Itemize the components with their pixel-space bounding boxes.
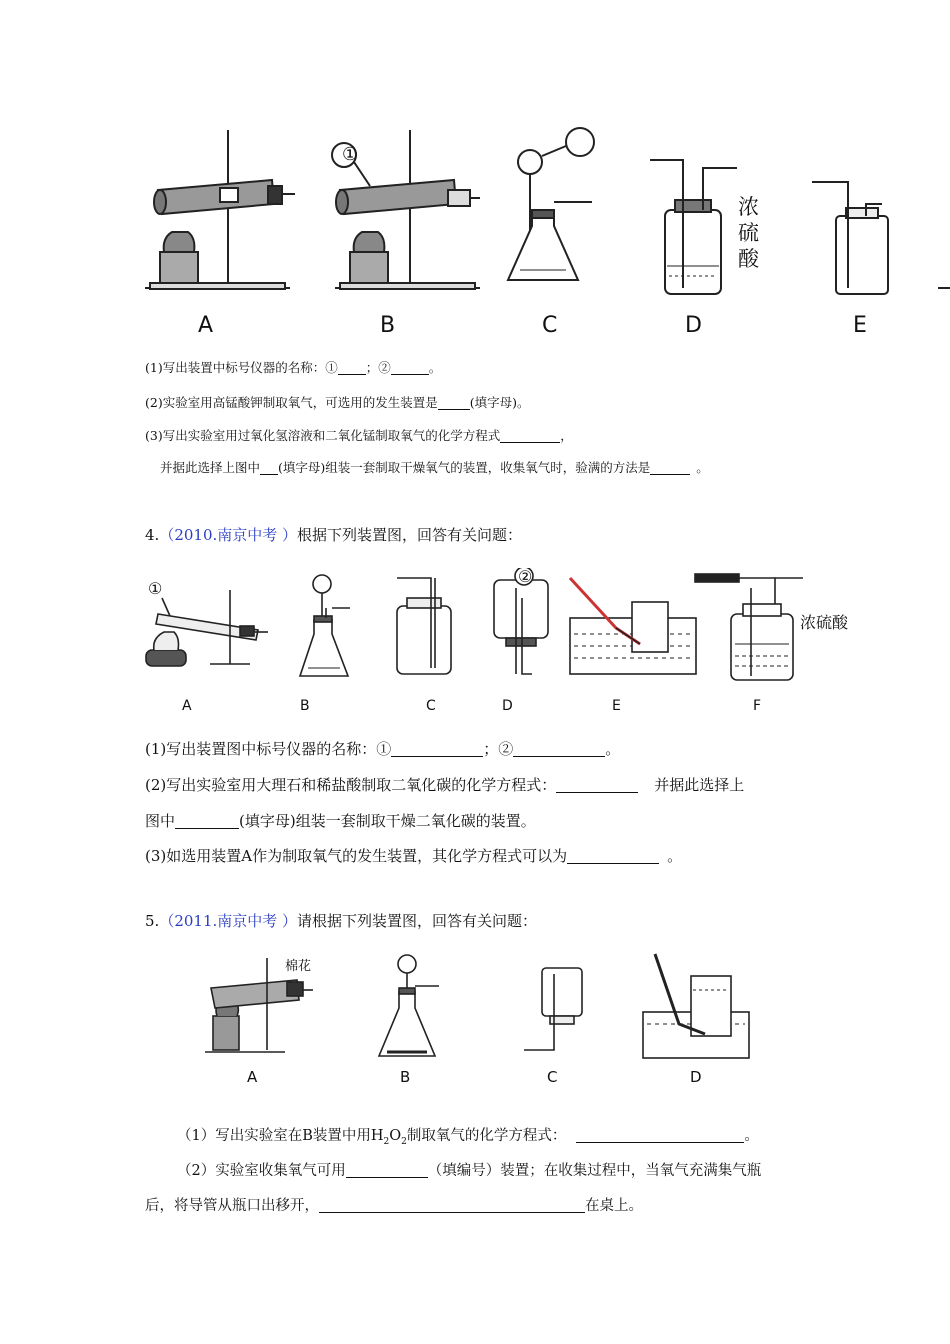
q3-part-4 <box>160 458 709 476</box>
q4-blank-2[interactable] <box>513 741 605 757</box>
q5-part-2 <box>177 1159 761 1180</box>
q4-p1-text-b: ；② <box>483 740 514 758</box>
q3-p1-text-b: ；② <box>365 360 391 375</box>
q5-number: 5. <box>145 912 160 930</box>
q5-part-3 <box>145 1194 643 1215</box>
q3-p2-text: (2)实验室用高锰酸钾制取氧气，可选用的发生装置是 <box>145 395 438 410</box>
apparatus-2c <box>397 578 451 674</box>
q5-p1-sub-1: 2 <box>383 1136 390 1147</box>
q5-stem: 请根据下列装置图，回答有关问题： <box>297 912 538 930</box>
figure2-label-e: E <box>612 698 621 714</box>
figure2-callout-2: ② <box>518 568 533 586</box>
q3-p3-text: (3)写出实验室用过氧化氢溶液和二氧化锰制取氧气的化学方程式 <box>145 428 501 443</box>
figure2-label-d: D <box>502 698 513 714</box>
q4-p4-text: (3)如选用装置A作为制取氧气的发生装置，其化学方程式可以为 <box>145 847 568 865</box>
q5-p1-sub-2: 2 <box>401 1136 407 1147</box>
q4-part-3 <box>145 810 536 831</box>
q4-p1-text: (1)写出装置图中标号仪器的名称：① <box>145 740 392 758</box>
q3-blank-6[interactable] <box>650 462 690 476</box>
q3-p4-text-c: 。 <box>696 460 709 475</box>
figure3-label-d: D <box>690 1068 702 1086</box>
q5-blank-3[interactable] <box>319 1198 585 1214</box>
q3-blank-1[interactable] <box>338 362 366 376</box>
apparatus-1c <box>508 128 594 280</box>
q5-source: （2011.南京中考 ） <box>159 912 298 930</box>
q5-p1-text-c: 。 <box>744 1128 759 1144</box>
q5-p3-text-b: 在桌上。 <box>585 1198 643 1214</box>
figure-3-apparatus <box>195 950 755 1090</box>
figure2-label-c: C <box>426 698 436 714</box>
q4-p3-text: 图中 <box>145 812 176 830</box>
q4-blank-5[interactable] <box>567 848 659 864</box>
q3-p1-text: (1)写出装置中标号仪器的名称：① <box>145 360 338 375</box>
q5-p2-text: （2）实验室收集氧气可用 <box>177 1163 346 1179</box>
q4-p2-text: (2)写出实验室用大理石和稀盐酸制取二氧化碳的化学方程式： <box>145 776 557 794</box>
q4-part-2 <box>145 774 744 795</box>
figure3-label-a: A <box>247 1068 258 1086</box>
figure1-reagent: 浓硫酸 <box>738 195 759 271</box>
q4-p1-text-c: 。 <box>605 740 621 758</box>
figure2-label-a: A <box>182 698 192 714</box>
apparatus-1d <box>650 160 737 294</box>
figure2-label-b: B <box>300 698 310 714</box>
q4-blank-1[interactable] <box>391 741 483 757</box>
q4-source: （2010.南京中考 ） <box>159 526 298 544</box>
q3-part-1 <box>145 358 441 376</box>
q4-heading <box>145 524 522 545</box>
q3-blank-3[interactable] <box>438 397 470 411</box>
q5-p1-text: （1）写出实验室在B装置中用H <box>177 1128 384 1144</box>
q4-p3-text-b: (填字母)组装一套制取干燥二氧化碳的装置。 <box>239 812 536 830</box>
figure-2-apparatus <box>140 568 860 718</box>
q3-blank-4[interactable] <box>500 430 560 444</box>
apparatus-2b <box>300 575 350 676</box>
q4-p2-text-b: 并据此选择上 <box>654 776 745 794</box>
q3-blank-5[interactable] <box>260 462 278 476</box>
figure3-label-c: C <box>547 1068 558 1086</box>
q5-p1-text-b: 制取氧气的化学方程式： <box>406 1128 567 1144</box>
figure1-label-b: B <box>380 313 396 338</box>
apparatus-2f <box>695 574 803 680</box>
q5-p1-o: O <box>389 1128 402 1144</box>
figure3-label-b: B <box>400 1068 411 1086</box>
figure2-label-f: F <box>753 698 762 714</box>
q3-p3-text-b: ， <box>560 428 573 443</box>
apparatus-3b <box>379 955 439 1056</box>
apparatus-3d <box>643 954 749 1058</box>
q3-part-3 <box>145 426 573 444</box>
figure1-label-d: D <box>685 313 702 338</box>
q5-blank-2[interactable] <box>346 1163 428 1179</box>
q3-p2-text-b: (填字母)。 <box>469 395 530 410</box>
apparatus-1e <box>812 182 888 294</box>
apparatus-3c <box>524 968 582 1050</box>
figure3-cotton-label: 棉花 <box>285 959 312 974</box>
q4-stem: 根据下列装置图，回答有关问题： <box>297 526 523 544</box>
figure1-label-c: C <box>542 313 558 338</box>
figure2-callout-1: ① <box>148 579 163 598</box>
q5-part-1 <box>177 1124 759 1147</box>
figure1-label-a: A <box>198 313 214 338</box>
q5-blank-1[interactable] <box>576 1128 744 1144</box>
q3-part-2 <box>145 393 529 411</box>
q4-part-4 <box>145 845 682 866</box>
q4-number: 4. <box>145 526 160 544</box>
q3-p1-text-c: 。 <box>428 360 442 375</box>
q3-blank-2[interactable] <box>391 362 429 376</box>
figure2-reagent: 浓硫酸 <box>800 613 849 632</box>
figure1-callout-1: ① <box>342 144 359 165</box>
q5-p3-text: 后，将导管从瓶口出移开， <box>145 1198 319 1214</box>
q4-p4-text-b: 。 <box>667 847 683 865</box>
apparatus-2a <box>146 590 268 666</box>
figure-1-apparatus <box>140 120 950 340</box>
q4-part-1 <box>145 738 620 759</box>
q4-blank-4[interactable] <box>175 813 239 829</box>
q4-blank-3[interactable] <box>556 777 638 793</box>
q3-p4-text: 并据此选择上图中 <box>160 460 261 475</box>
q5-heading <box>145 910 537 931</box>
q5-p2-text-b: （填编号）装置；在收集过程中，当氧气充满集气瓶 <box>427 1163 762 1179</box>
apparatus-2e <box>570 578 696 674</box>
apparatus-1a <box>145 130 295 289</box>
q3-p4-text-b: (填字母)组装一套制取干燥氧气的装置，收集氧气时，验满的方法是 <box>278 460 651 475</box>
figure1-label-e: E <box>853 313 867 338</box>
